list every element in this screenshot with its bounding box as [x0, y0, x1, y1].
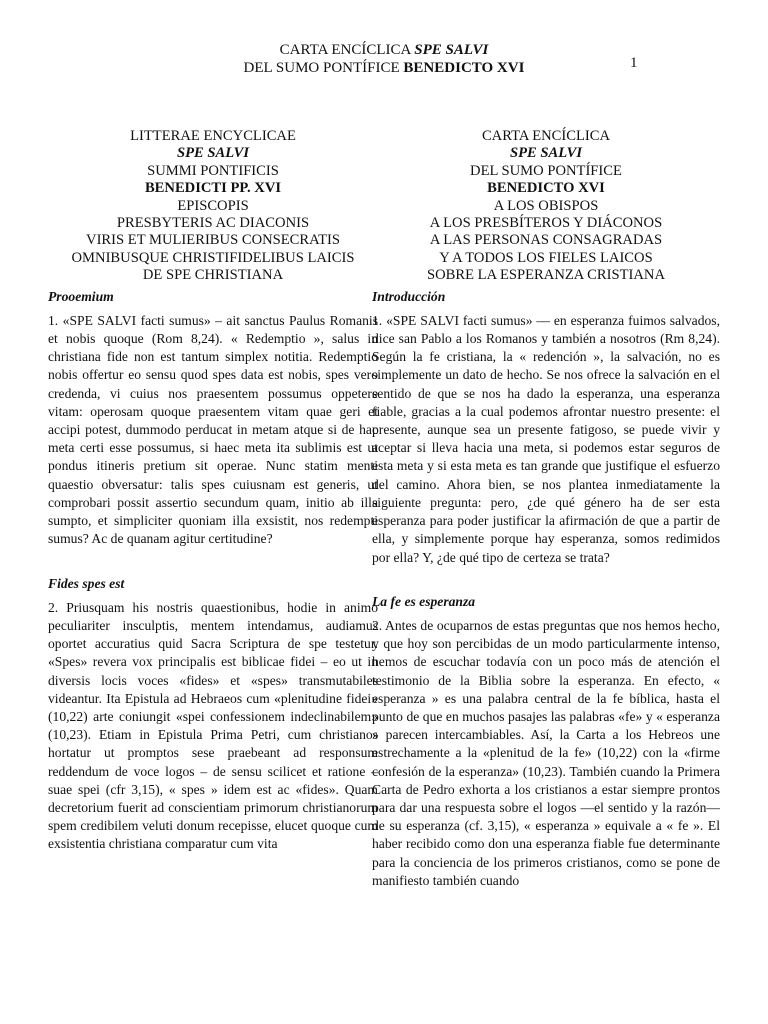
title-line: BENEDICTI PP. XVI: [144, 180, 282, 197]
title-line: PRESBYTERIS AC DIACONIS: [116, 215, 310, 232]
title-line: DEL SUMO PONTÍFICE: [470, 162, 622, 179]
title-line: OMNIBUSQUE CHRISTIFIDELIBUS LAICIS: [71, 249, 355, 266]
section-heading: Introducción: [372, 288, 446, 304]
title-line: VIRIS ET MULIERIBUS CONSECRATIS: [86, 232, 340, 249]
header-pope-name: BENEDICTO XVI: [403, 60, 525, 76]
running-header: [0, 41, 768, 77]
section-heading: Prooemium: [48, 288, 114, 304]
title-line: A LOS PRESBÍTEROS Y DIÁCONOS: [429, 215, 663, 232]
title-line: Y A TODOS LOS FIELES LAICOS: [439, 249, 653, 266]
paragraph: 1. «SPE SALVI facti sumus» — en esperanza fuimos salvados, dice san Pablo a los Romanos y también a nosotros (Rm 8,24). Según la fe cristiana, la « redención », la salvación, no es simplemente un dato de hecho. Se nos ofrece la salvación en el sentido de que se nos ha dado la esperanza, una esperanza fiable, gracias a la cual podemos afrontar nuestro presente: el presente, aunque sea un presente fatigoso, se puede vivir y aceptar si lleva hacia una meta, si podemos estar seguros de esta meta y si esta meta es tan grande que justifique el esfuerzo del camino. Ahora bien, se nos plantea inmediatamente la siguiente pregunta: pero, ¿de qué género ha de ser esta esperanza para poder justificar la afirmación de que a partir de ella, y simplemente porque hay esperanza, somos redimidos por ella? Y, ¿de qué tipo de certeza se trata?: [372, 312, 720, 565]
latin-title-block: [48, 128, 378, 285]
spanish-title-block: [372, 128, 720, 285]
section-gap: [372, 567, 720, 593]
paragraph: 2. Antes de ocuparnos de estas preguntas que nos hemos hecho, y que hoy son percibidas de un modo particularmente intenso, hemos de escuchar todavía con un poco más de atención el testimonio de la Biblia sobre la esperanza. En efecto, « esperanza » es una palabra central de la fe bíblica, hasta el punto de que en muchos pasajes las palabras «fe» y « esperanza » parecen intercambiables. Así, la Carta a los Hebreos une estrechamente a la «plenitud de la fe» (10,22) con la «firme confesión de la esperanza» (10,23). También cuando la Primera Carta de Pedro exhorta a los cristianos a estar siempre prontos para dar una respuesta sobre el logos —el sentido y la razón— de su esperanza (cf. 3,15), « esperanza » equivale a « fe ». El haber recibido como don una esperanza fiable fue determinante para la conciencia de los primeros cristianos, como se pone de manifiesto también cuando: [372, 617, 720, 888]
title-line: EPISCOPIS: [177, 197, 249, 214]
title-line: A LAS PERSONAS CONSAGRADAS: [429, 232, 663, 249]
section-heading: La fe es esperanza: [372, 593, 476, 609]
title-line: SOBRE LA ESPERANZA CRISTIANA: [427, 267, 665, 284]
running-header-line-1: [0, 41, 768, 59]
header-prefix: CARTA ENCÍCLICA: [279, 42, 411, 58]
title-line: SUMMI PONTIFICIS: [147, 162, 279, 179]
title-line: DE SPE CHRISTIANA: [142, 267, 284, 284]
title-line: SPE SALVI: [176, 145, 250, 162]
paragraph: 1. «SPE SALVI facti sumus» – ait sanctus Paulus Romanis et nobis quoque (Rom 8,24). « Redemptio », salus in christiana fide non est tantum simplex notitia. Redemptio nobis offertur eo sensu quod spes data est nobis, spes vero credenda, vi cuius nos praesentem possumus oppetere vitam: operosam quoque praesentem vitam quae geri et accipi potest, dummodo perducat in metam atque si de hac meta certi esse possumus, si haec meta ita sublimis est ut pondus itineris pretium sit operae. Nunc statim menti quaestio obversatur: talis spes cuiusnam est generis, ut comprobari possit assertio secundum quam, initio ab illa sumpto, et simpliciter quoniam illa exsistit, nos redempti sumus? Ac de quanam agitur certitudine?: [48, 312, 378, 547]
section-heading: Fides spes est: [48, 575, 125, 591]
title-line: A LOS OBISPOS: [493, 197, 599, 214]
header-prefix: DEL SUMO PONTÍFICE: [243, 60, 400, 76]
section-gap: [48, 549, 378, 575]
title-line: BENEDICTO XVI: [487, 180, 605, 197]
running-header-line-2: [0, 59, 768, 77]
title-line: LITTERAE ENCYCLICAE: [130, 128, 296, 144]
title-line: SPE SALVI: [509, 145, 583, 162]
title-line: CARTA ENCÍCLICA: [481, 128, 611, 144]
page-number: 1: [630, 55, 638, 71]
spanish-column: [372, 128, 720, 890]
latin-column: [48, 128, 378, 854]
header-encyclical-title: SPE SALVI: [414, 42, 489, 58]
paragraph: 2. Priusquam his nostris quaestionibus, hodie in animo peculiariter insculptis, mentem intendamus, audiamus oportet accuratius quid Sacra Scriptura de spe testetur. «Spes» revera vox principalis est biblicae fidei – eo ut in diversis locis voces «fides» et «spes» transmutabiles videantur. Ita Epistula ad Hebraeos cum «plenitudine fidei» (10,22) arte coniungit «spei confessionem indeclinabilem» (10,23). Etiam in Epistula Prima Petri, cum christianos hortatur ut promptos sese praebeant ad responsum reddendum de voce logos – de sensu scilicet et ratione – suae spei (cfr 3,15), « spes » idem est ac «fides». Quam decretorium fuerit ad conscientiam primorum christianorum spem credibilem veluti donum recepisse, elucet quoque cum exsistentia christiana comparatur cum vita: [48, 599, 378, 852]
